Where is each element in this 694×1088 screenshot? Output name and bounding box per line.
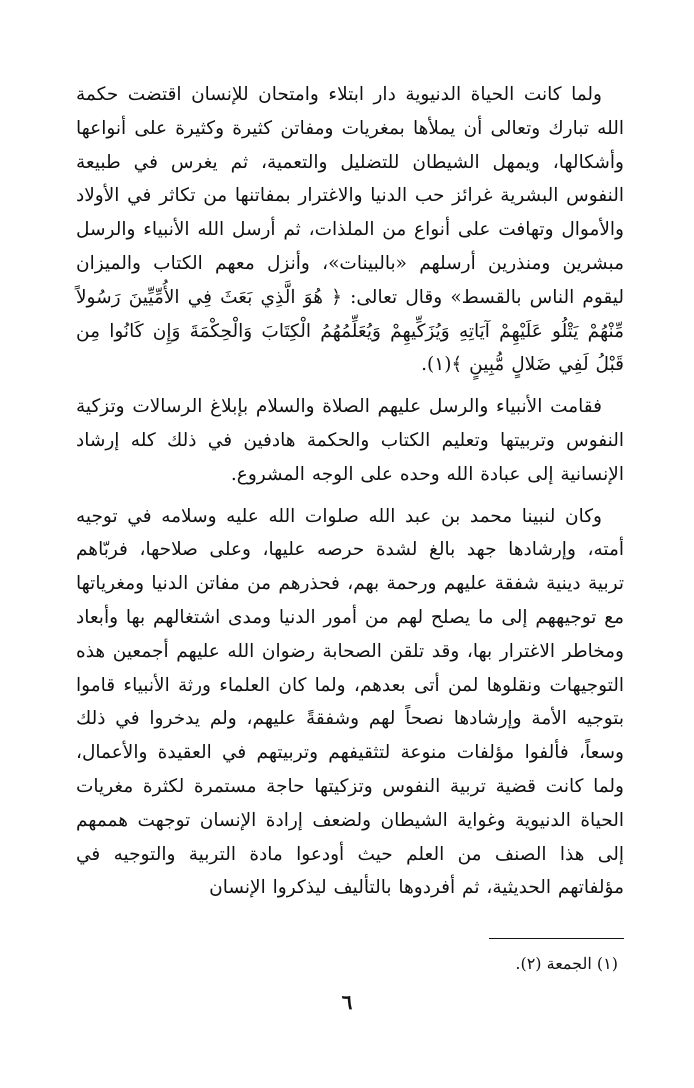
paragraph-3: وكان لنبينا محمد بن عبد الله صلوات الله عليه وسلامه في توجيه أمته، وإرشادها جهد بالغ لشدة حرصه عليها، وعلى صلاحها، فربّاهم تربية دينية شفقة عليهم ورحمة بهم، فحذرهم من مفاتن الدنيا ومغرياتها مع توجيههم إلى ما يصلح لهم من أمور الدنيا ومدى اشتغالهم بها وأبعاد ومخاطر الاغترار بها، وقد تلقن الصحابة رضوان الله عليهم أجمعين هذه التوجيهات ونقلوها لمن أتى بعدهم، ولما كان العلماء ورثة الأنبياء قاموا بتوجيه الأمة وإرشادها نصحاً لهم وشفقةً عليهم، ولم يدخروا في ذلك وسعاً، فألفوا مؤلفات منوعة لتثقيفهم وتربيتهم في العقيدة والأعمال، ولما كانت قضية تربية النفوس وتزكيتها حاجة مستمرة لكثرة مغريات الحياة الدنيوية وغواية الشيطان ولضعف إرادة الإنسان توجهت هممهم إلى هذا الصنف من العلم حيث أودعوا مادة التربية والتوجيه في مؤلفاتهم الحديثية، ثم أفردوها بالتأليف ليذكروا الإنسان xyxy=(76,505,624,899)
page-body xyxy=(76,78,624,905)
footnote-separator xyxy=(489,938,624,939)
page-number: ٦ xyxy=(341,990,353,1014)
paragraph-2: فقامت الأنبياء والرسل عليهم الصلاة والسلام بإبلاغ الرسالات وتزكية النفوس وتربيتها وتعليم الكتاب والحكمة هادفين في ذلك كله إرشاد الإنسانية إلى عبادة الله وحده على الوجه المشروع. xyxy=(76,396,624,485)
footnote: (١) الجمعة (٢). xyxy=(515,954,618,973)
paragraph-1: ولما كانت الحياة الدنيوية دار ابتلاء وامتحان للإنسان اقتضت حكمة الله تبارك وتعالى أن يملأها بمغريات ومفاتن كثيرة وكثيرة على أنواعها وأشكالها، ويمهل الشيطان للتضليل والتعمية، ثم يغرس في طبيعة النفوس البشرية غرائز حب الدنيا والاغترار بمفاتنها من تكاثر في الأولاد والأموال وتهافت على أنواع من الملذات، ثم أرسل الله الأنبياء والرسل مبشرين ومنذرين أرسلهم «بالبينات»، وأنزل معهم الكتاب والميزان ليقوم الناس بالقسط» وقال تعالى: ﴿ هُوَ الَّذِي بَعَثَ فِي الأُمِّيِّينَ رَسُولاً مِّنْهُمْ يَتْلُو عَلَيْهِمْ آيَاتِهِ وَيُزَكِّيهِمْ وَيُعَلِّمُهُمُ الْكِتَابَ وَالْحِكْمَةَ وَإِن كَانُوا مِن قَبْلُ لَفِي ضَلالٍ مُّبِينٍ ﴾(١). xyxy=(76,84,624,376)
